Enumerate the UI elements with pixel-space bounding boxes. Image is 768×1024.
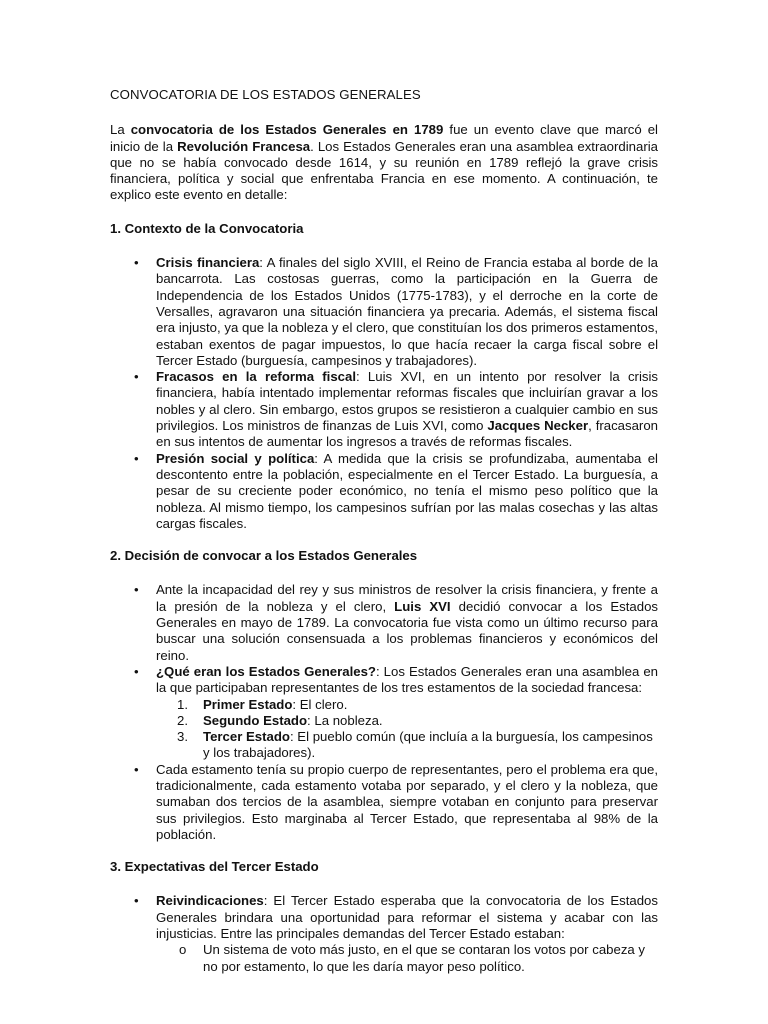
circle-bullet-icon: o: [179, 942, 187, 958]
estate-item: [156, 729, 658, 762]
item-text: , fracasaron en sus intentos de aumentar los ingresos a través de reformas fiscales.: [156, 418, 658, 450]
bullet-icon: •: [134, 369, 139, 385]
intro-text: . Los Estados Generales eran una asamblea extraordinaria que no se había convocado desde 1614, y su reunión en 1789 reflejó la grave crisis financiera, política y social que enfrentaba Francia en ese momento. A continuación, te explico este evento en detalle:: [110, 138, 658, 203]
intro-bold: Revolución Francesa: [177, 138, 311, 154]
section-heading-1: 1. Contexto de la Convocatoria: [110, 220, 304, 236]
list-item: [110, 664, 658, 762]
item-label: Tercer Estado: [203, 729, 290, 745]
list-item: [110, 369, 658, 450]
bullet-icon: •: [134, 255, 139, 271]
item-body: [134, 893, 658, 942]
intro-bold: convocatoria de los Estados Generales en 1789: [130, 122, 444, 138]
item-text: Ante la incapacidad del rey y sus ministros de resolver la crisis financiera, y frente a la presión de la nobleza y el clero,: [156, 582, 658, 614]
item-label: Segundo Estado: [203, 712, 308, 728]
section-heading-3: 3. Expectativas del Tercer Estado: [110, 859, 319, 875]
list-item: [110, 762, 658, 843]
section-2-list: [110, 582, 658, 843]
demand-item: [156, 942, 658, 975]
item-body: [134, 663, 658, 697]
item-text: : El clero.: [292, 696, 348, 712]
item-label: Crisis financiera: [156, 255, 260, 271]
item-label: Presión social y política: [156, 450, 315, 466]
bullet-icon: •: [134, 663, 139, 679]
estates-list: [156, 697, 658, 762]
document-title: CONVOCATORIA DE LOS ESTADOS GENERALES: [110, 87, 421, 102]
intro-paragraph: [110, 122, 658, 203]
item-text: : A medida que la crisis se profundizaba, aumentaba el descontento entre la población, especialmente en el Tercer Estado. La burguesía, a pesar de su creciente poder económico, no tenía el mismo peso político que la nobleza. Al mismo tiempo, los campesinos sufrían por las malas cosechas y las altas cargas fiscales.: [156, 450, 658, 531]
item-text: Cada estamento tenía su propio cuerpo de representantes, pero el problema era que, tradicionalmente, cada estamento votaba por separado, y el clero y la nobleza, que sumaban dos tercios de la asamblea, siempre votaban en conjunto para preservar sus privilegios. Esto marginaba al Tercer Estado, que representaba al 98% de la población.: [156, 761, 658, 842]
estate-item: [156, 713, 658, 729]
item-label: ¿Qué eran los Estados Generales?: [156, 663, 376, 679]
item-text: : A finales del siglo XVIII, el Reino de Francia estaba al borde de la bancarrota. Las costosas guerras, como la participación en la Guerra de Independencia de los Estados Unidos (1775-1783), y el derroche en la corte de Versalles, agravaron una situación financiera ya precaria. Además, el sistema fiscal era injusto, ya que la nobleza y el clero, que constituían los dos primeros estamentos, estaban exentos de pagar impuestos, lo que hacía recaer la carga fiscal sobre el Tercer Estado (burguesía, campesinos y trabajadores).: [156, 255, 658, 368]
item-bold: Luis XVI: [394, 598, 451, 614]
item-number: 1.: [177, 696, 188, 712]
demands-list: [156, 942, 658, 975]
bullet-icon: •: [134, 761, 139, 777]
item-bold: Jacques Necker: [487, 418, 589, 434]
bullet-icon: •: [134, 450, 139, 466]
item-text: decidió convocar a los Estados Generales en mayo de 1789. La convocatoria fue vista como un último recurso para buscar una solución consensuada a los problemas financieros y económicos del reino.: [156, 598, 658, 663]
bullet-icon: •: [134, 582, 139, 598]
item-number: 3.: [177, 729, 188, 745]
section-3-list: [110, 893, 658, 974]
bullet-icon: •: [134, 893, 139, 909]
item-text: : El Tercer Estado esperaba que la convocatoria de los Estados Generales brindara una oportunidad para reformar el sistema y acabar con las injusticias. Entre las principales demandas del Tercer Estado estaban:: [156, 893, 658, 942]
list-item: [110, 255, 658, 369]
section-1-list: [110, 255, 658, 532]
intro-text: La: [110, 122, 131, 138]
section-heading-2: 2. Decisión de convocar a los Estados Generales: [110, 548, 418, 564]
list-item: [110, 893, 658, 974]
item-label: Primer Estado: [203, 696, 293, 712]
item-text: : Luis XVI, en un intento por resolver la crisis financiera, había intentado implementar reformas fiscales que incluirían gravar a los nobles y al clero. Sin embargo, estos grupos se resistieron a cualquier cambio en sus privilegios. Los ministros de finanzas de Luis XVI, como: [156, 369, 658, 434]
intro-text: fue un evento clave que marcó el inicio de la: [110, 122, 658, 154]
item-label: Reivindicaciones: [156, 893, 264, 909]
item-text: Un sistema de voto más justo, en el que se contaran los votos por cabeza y no por estamento, lo que les daría mayor peso político.: [203, 942, 646, 974]
list-item: [110, 451, 658, 532]
list-item: [110, 582, 658, 663]
item-number: 2.: [177, 712, 188, 728]
item-text: : El pueblo común (que incluía a la burguesía, los campesinos y los trabajadores).: [203, 729, 653, 761]
item-text: : La nobleza.: [307, 712, 383, 728]
estate-item: [156, 697, 658, 713]
item-text: : Los Estados Generales eran una asamblea en la que participaban representantes de los tres estamentos de la sociedad francesa:: [156, 663, 658, 696]
item-label: Fracasos en la reforma fiscal: [156, 369, 357, 385]
